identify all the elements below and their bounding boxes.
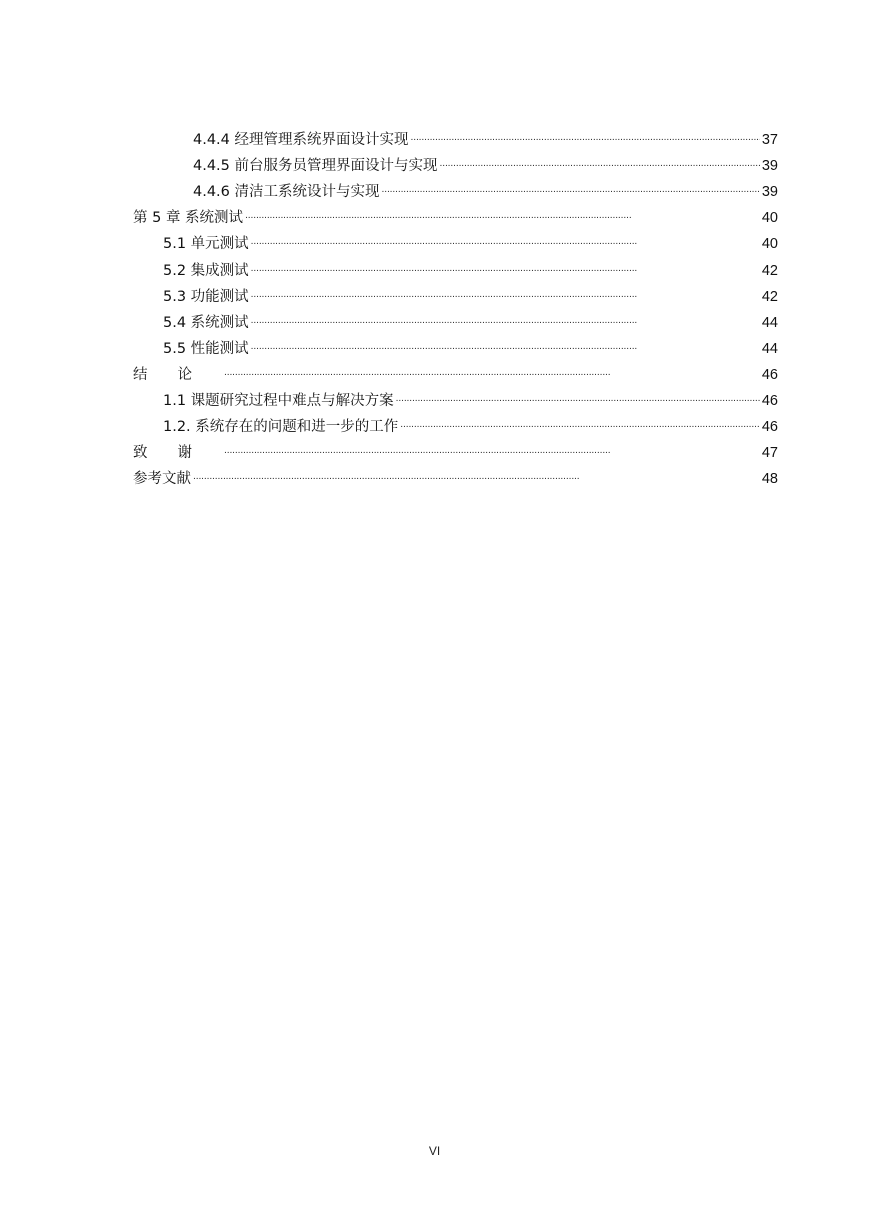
toc-entry[interactable] [133,385,778,411]
toc-entry-title: 1.2. 系统存在的问题和进一步的工作 [163,419,399,436]
toc-entry-title: 4.4.6 清洁工系统设计与实现 [193,184,380,201]
toc-dot-leader [251,339,760,359]
toc-entry-page: 44 [761,340,778,357]
toc-entry-page: 40 [761,236,778,253]
toc-entry-page: 42 [761,288,778,305]
toc-entry[interactable] [133,124,778,150]
toc-entry[interactable] [133,150,778,176]
toc-dot-leader [245,208,760,228]
toc-entry[interactable] [133,333,778,359]
toc-dot-leader [382,182,760,202]
toc-entry-page: 46 [761,419,778,436]
toc-entry-page: 40 [761,210,778,227]
toc-entry-page: 39 [761,184,778,201]
toc-entry-title: 5.3 功能测试 [163,288,249,305]
toc-entry-page: 37 [761,132,778,149]
toc-dot-leader [224,365,760,385]
toc-entry-title: 5.4 系统测试 [163,314,249,331]
toc-entry[interactable] [133,202,778,228]
toc-entry-title: 致谢 [133,445,222,462]
toc-entry-title: 5.2 集成测试 [163,262,249,279]
toc-entry[interactable] [133,307,778,333]
toc-entry[interactable] [133,411,778,437]
toc-dot-leader [224,443,760,463]
toc-dot-leader [400,417,760,437]
toc-dot-leader [251,261,760,281]
toc-dot-leader [251,313,760,333]
toc-entry-page: 39 [761,158,778,175]
toc-entry-title: 第 5 章 系统测试 [133,210,244,227]
toc-entry-title: 1.1 课题研究过程中难点与解决方案 [163,393,394,410]
toc-entry-page: 44 [761,314,778,331]
toc-entry-title: 结论 [133,366,222,383]
toc-dot-leader [411,130,760,150]
toc-entry-page: 47 [761,445,778,462]
toc-entry[interactable] [133,281,778,307]
toc-entry[interactable] [133,359,778,385]
toc-dot-leader [251,234,760,254]
toc-dot-leader [251,287,760,307]
toc-dot-leader [193,469,760,489]
toc-dot-leader [440,156,760,176]
toc-dot-leader [396,391,760,411]
toc-entry-title: 4.4.4 经理管理系统界面设计实现 [193,132,409,149]
toc-entry-title: 4.4.5 前台服务员管理界面设计与实现 [193,158,438,175]
toc-entry[interactable] [133,463,778,489]
toc-entry-page: 46 [761,366,778,383]
toc-entry[interactable] [133,176,778,202]
toc-entry[interactable] [133,254,778,280]
toc-entry-page: 48 [761,471,778,488]
toc-entry-page: 42 [761,262,778,279]
toc-entry-title: 5.5 性能测试 [163,340,249,357]
table-of-contents [133,124,778,489]
toc-entry-page: 46 [761,393,778,410]
footer-page-number: VI [428,1144,441,1158]
toc-entry-title: 参考文献 [133,471,191,488]
toc-entry-title: 5.1 单元测试 [163,236,249,253]
toc-entry[interactable] [133,437,778,463]
toc-entry[interactable] [133,228,778,254]
